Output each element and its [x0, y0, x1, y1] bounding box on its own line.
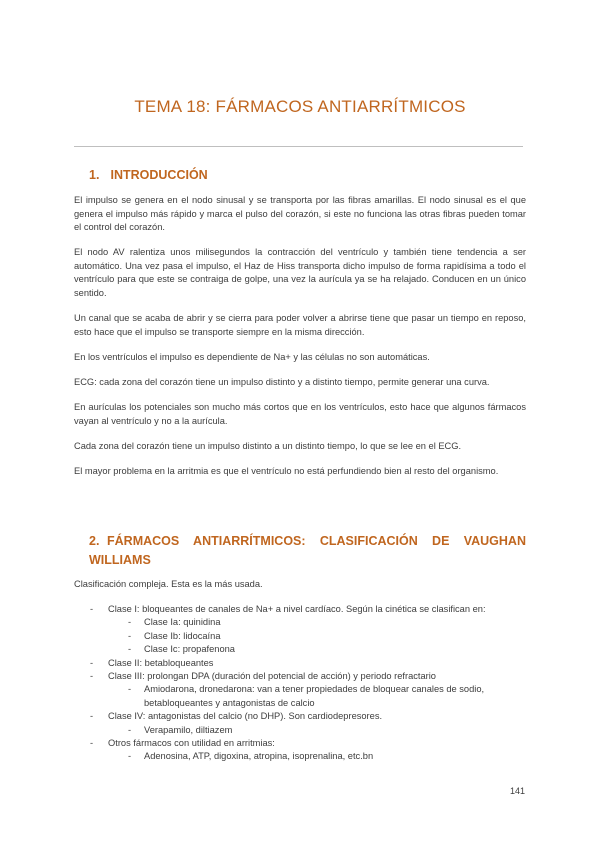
title-divider	[74, 146, 523, 147]
paragraph: En aurículas los potenciales son mucho más cortos que en los ventrículos, esto hace que algunos fármacos vayan al ventrículo y no a la aurícula.	[74, 402, 526, 426]
paragraph: ECG: cada zona del corazón tiene un impulso distinto y a distinto tiempo, permite generar una curva.	[74, 376, 490, 387]
classification-list	[88, 603, 528, 764]
paragraph: Clasificación compleja. Esta es la más usada.	[74, 579, 263, 589]
page-title: TEMA 18: FÁRMACOS ANTIARRÍTMICOS	[134, 97, 466, 116]
section-2-heading	[89, 532, 526, 570]
paragraph: Cada zona del corazón tiene un impulso distinto a un distinto tiempo, lo que se lee en el ECG.	[74, 440, 462, 451]
paragraph: El mayor problema en la arritmia es que el ventrículo no está perfundiendo bien al resto del organismo.	[74, 465, 499, 476]
list-item: - Clase III: prolongan DPA (duración del potencial de acción) y periodo refractario	[88, 670, 528, 683]
list-item: - Amiodarona, dronedarona: van a tener propiedades de bloquear canales de sodio, betabloqueantes y antagonistas de calcio	[88, 683, 528, 710]
list-item: - Clase Ia: quinidina	[88, 616, 528, 629]
paragraph: El impulso se genera en el nodo sinusal y se transporta por las fibras amarillas. El nodo sinusal es el que genera el impulso más rápido y marca el pulso del corazón, si este no funciona las otras fibras pueden tomar el control del corazón.	[74, 195, 526, 233]
section-1-title: INTRODUCCIÓN	[110, 168, 208, 182]
list-item: - Clase Ic: propafenona	[88, 643, 528, 656]
list-item: - Otros fármacos con utilidad en arritmias:	[88, 737, 528, 750]
paragraph: Un canal que se acaba de abrir y se cierra para poder volver a abrirse tiene que pasar un tiempo en reposo, esto hace que el impulso se transporte siempre en la misma dirección.	[74, 313, 526, 337]
section-1-body	[74, 194, 526, 490]
section-2-number: 2.	[89, 534, 100, 548]
list-item: - Adenosina, ATP, digoxina, atropina, isoprenalina, etc.bn	[88, 750, 528, 763]
section-1-number: 1.	[89, 168, 100, 182]
page-number: 141	[510, 786, 526, 796]
section-2-title: FÁRMACOS ANTIARRÍTMICOS: CLASIFICACIÓN DE VAUGHAN WILLIAMS	[89, 534, 526, 567]
paragraph: En los ventrículos el impulso es dependiente de Na+ y las células no son automáticas.	[74, 351, 430, 362]
list-item: - Clase IV: antagonistas del calcio (no DHP). Son cardiodepresores.	[88, 710, 528, 723]
list-item: - Verapamilo, diltiazem	[88, 724, 528, 737]
paragraph: El nodo AV ralentiza unos milisegundos la contracción del ventrículo y también tiene tendencia a ser automático. Una vez pasa el impulso, el Haz de Hiss transporta dicho impulso de forma rapidísima a todo el ventrículo para que este se contraiga de golpe, una vez la aurícula ya se ha relajado. Conducen en un único sentido.	[74, 247, 526, 299]
list-item: - Clase II: betabloqueantes	[88, 657, 528, 670]
section-1-heading	[89, 166, 526, 185]
section-2-intro	[74, 578, 526, 592]
list-item: - Clase I: bloqueantes de canales de Na+ a nivel cardíaco. Según la cinética se clasifican en:	[88, 603, 528, 616]
list-item: - Clase Ib: lidocaína	[88, 630, 528, 643]
